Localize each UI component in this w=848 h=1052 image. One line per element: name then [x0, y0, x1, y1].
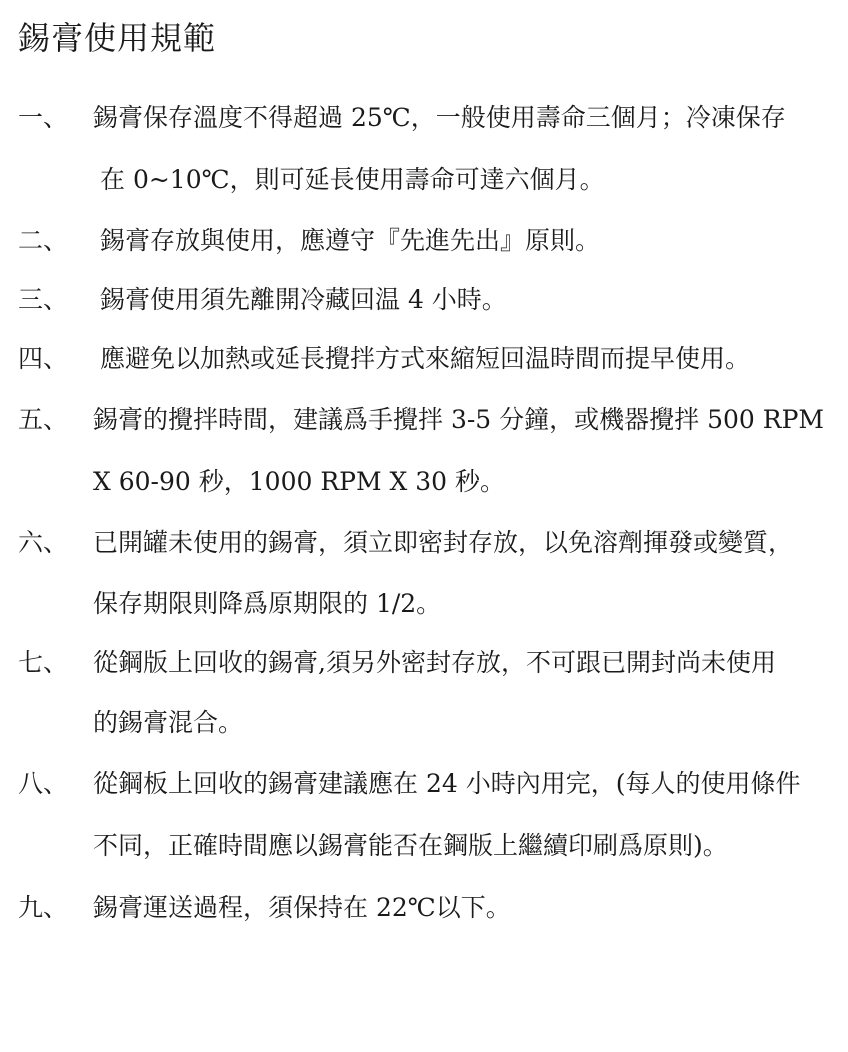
page-title: 錫膏使用規範 — [18, 19, 217, 57]
item-8-number: 八、 — [18, 769, 69, 798]
item-5-line-2: X 60-90 秒，1000 RPM X 30 秒。 — [93, 467, 506, 496]
item-6-number: 六、 — [18, 528, 69, 557]
item-1-line-1: 錫膏保存溫度不得超過 25℃，一般使用壽命三個月；冷凍保存 — [93, 103, 786, 132]
item-5-number: 五、 — [18, 405, 69, 434]
item-9-line-1: 錫膏運送過程，須保持在 22℃以下。 — [93, 893, 511, 922]
item-6-line-2: 保存期限則降爲原期限的 1/2。 — [93, 589, 442, 618]
item-2-number: 二、 — [18, 226, 69, 255]
item-7-line-1: 從鋼版上回收的錫膏,須另外密封存放，不可跟已開封尚未使用 — [93, 648, 776, 677]
item-7-number: 七、 — [18, 648, 69, 677]
item-4-line-1: 應避免以加熱或延長攪拌方式來縮短回温時間而提早使用。 — [100, 344, 751, 373]
item-9-number: 九、 — [18, 893, 69, 922]
item-2-line-1: 錫膏存放與使用，應遵守『先進先出』原則。 — [100, 226, 601, 255]
item-8-line-2: 不同，正確時間應以錫膏能否在鋼版上繼續印刷爲原則)。 — [93, 831, 728, 860]
item-3-line-1: 錫膏使用須先離開冷藏回温 4 小時。 — [100, 285, 507, 314]
item-5-line-1: 錫膏的攪拌時間，建議爲手攪拌 3-5 分鐘，或機器攪拌 500 RPM — [93, 405, 825, 434]
item-1-number: 一、 — [18, 103, 69, 132]
item-1-line-2: 在 0~10℃，則可延長使用壽命可達六個月。 — [100, 165, 605, 194]
item-6-line-1: 已開罐未使用的錫膏，須立即密封存放，以免溶劑揮發或變質， — [93, 528, 794, 557]
item-3-number: 三、 — [18, 285, 69, 314]
item-7-line-2: 的錫膏混合。 — [93, 708, 244, 737]
item-8-line-1: 從鋼板上回收的錫膏建議應在 24 小時內用完，(每人的使用條件 — [93, 769, 801, 798]
item-4-number: 四、 — [18, 344, 69, 373]
